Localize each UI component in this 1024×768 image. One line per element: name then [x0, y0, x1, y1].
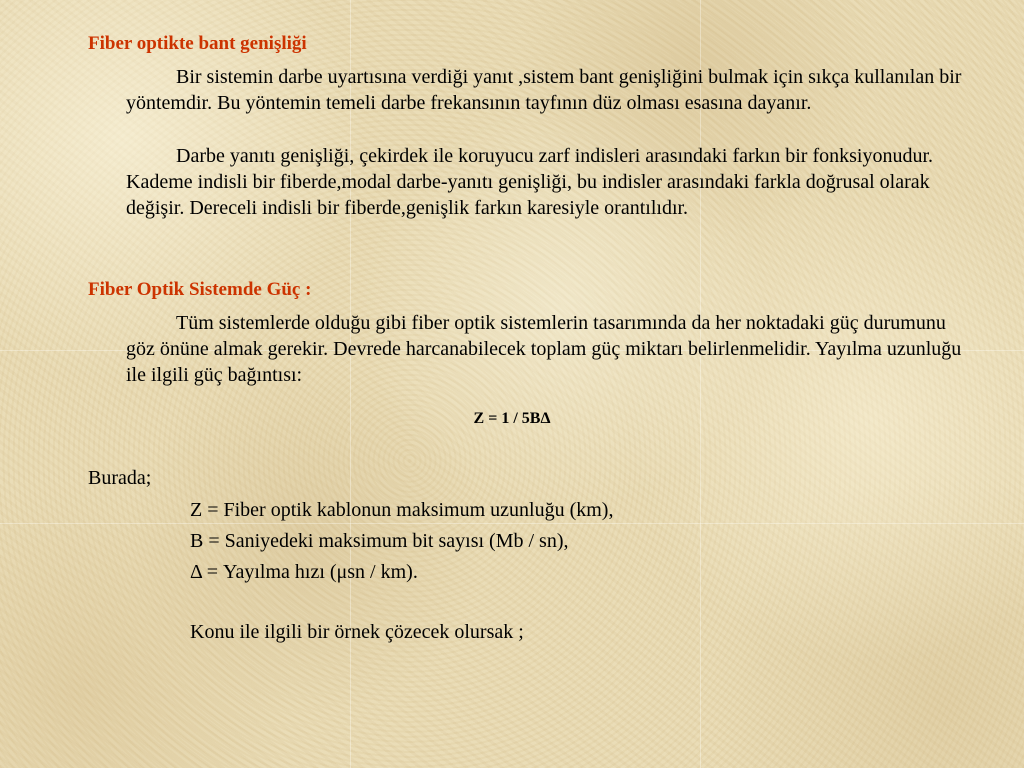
- section-heading-bandwidth: Fiber optikte bant genişliği: [88, 33, 307, 54]
- definition-item: Δ = Yayılma hızı (μsn / km).: [190, 561, 418, 583]
- section-heading-power: Fiber Optik Sistemde Güç :: [88, 279, 312, 300]
- paragraph-impulse-response: Bir sistemin darbe uyartısına verdiği yanıt ,sistem bant genişliğini bulmak için sıkça kullanılan bir yöntemdir. Bu yöntemin temeli darbe frekansının tayfının düz olması esasına dayanır.: [126, 66, 962, 114]
- paragraph-power-budget: Tüm sistemlerde olduğu gibi fiber optik sistemlerin tasarımında da her noktadaki güç durumunu göz önüne almak gerekir. Devrede harcanabilecek toplam güç miktarı belirlenmelidir. Yayılma uzunluğu ile ilgili güç bağıntısı:: [126, 312, 962, 386]
- definitions-intro: Burada;: [88, 467, 152, 489]
- paragraph-pulse-width: Darbe yanıtı genişliği, çekirdek ile koruyucu zarf indisleri arasındaki farkın bir fonksiyonudur. Kademe indisli bir fiberde,modal darbe-yanıtı genişliği, bu indisler arasındaki farkla doğrusal olarak değişir. Dereceli indisli bir fiberde,genişlik farkın karesiyle orantılıdır.: [126, 145, 934, 219]
- closing-text: Konu ile ilgili bir örnek çözecek olursak ;: [190, 621, 524, 643]
- definition-item: Z = Fiber optik kablonun maksimum uzunluğu (km),: [190, 499, 614, 521]
- formula: Z = 1 / 5BΔ: [473, 410, 551, 427]
- definition-item: B = Saniyedeki maksimum bit sayısı (Mb / sn),: [190, 530, 569, 552]
